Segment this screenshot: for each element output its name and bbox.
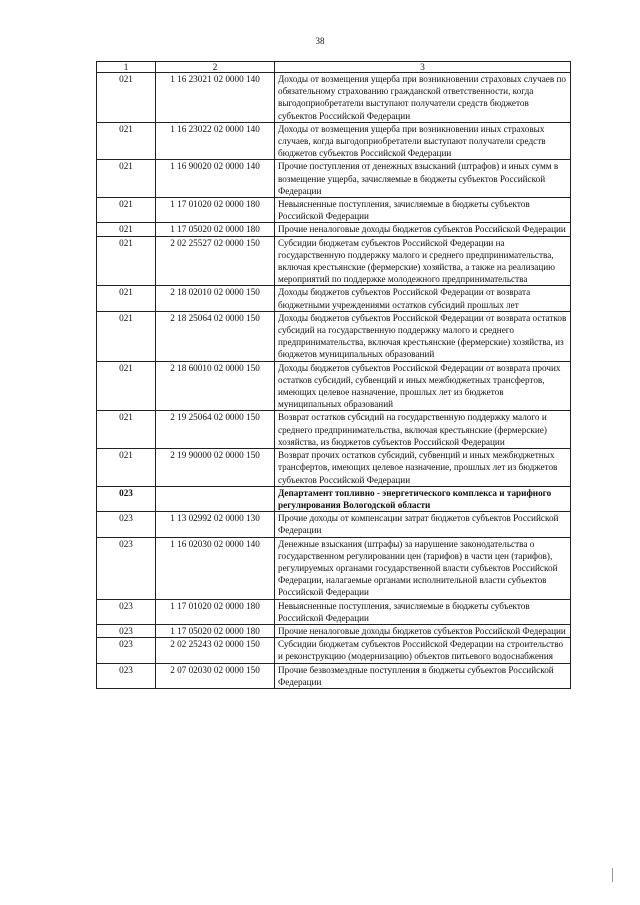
admin-code-cell: 021 xyxy=(97,73,156,123)
budget-code-cell: 1 17 05020 02 0000 180 xyxy=(156,223,275,236)
description-cell: Доходы от возмещения ущерба при возникновении иных страховых случаев, когда выгодоприобретатели выступают получатели средств бюджетов субъектов Российской Федерации xyxy=(275,122,571,160)
description-cell: Возврат остатков субсидий на государственную поддержку малого и среднего предпринимательства, включая крестьянские (фермерские) хозяйства, из бюджетов субъектов Российской Федерации xyxy=(275,411,571,449)
description-cell: Денежные взыскания (штрафы) за нарушение законодательства о государственном регулировании цен (тарифов) в части цен (тарифов), регулируемых органами государственной власти субъектов Российской Федерации, налагаемые органами исполнительной власти субъектов Российской Федерации xyxy=(275,537,571,599)
budget-code-cell: 2 18 25064 02 0000 150 xyxy=(156,311,275,361)
description-cell: Прочие доходы от компенсации затрат бюджетов субъектов Российской Федерации xyxy=(275,512,571,537)
table-row xyxy=(97,663,571,688)
page-number: 38 xyxy=(315,36,325,46)
budget-code-cell: 1 16 02030 02 0000 140 xyxy=(156,537,275,599)
table-row xyxy=(97,223,571,236)
table-row xyxy=(97,537,571,599)
budget-code-cell: 1 16 23022 02 0000 140 xyxy=(156,122,275,160)
admin-code-cell: 021 xyxy=(97,122,156,160)
scan-mark xyxy=(612,868,613,882)
description-cell: Прочие неналоговые доходы бюджетов субъектов Российской Федерации xyxy=(275,624,571,637)
budget-code-cell: 1 16 23021 02 0000 140 xyxy=(156,73,275,123)
admin-code-cell: 023 xyxy=(97,512,156,537)
table-row xyxy=(97,236,571,286)
budget-code-cell: 2 18 60010 02 0000 150 xyxy=(156,361,275,411)
header-col-3: 3 xyxy=(275,62,571,73)
admin-code-cell: 023 xyxy=(97,537,156,599)
table-row xyxy=(97,449,571,487)
budget-code-cell: 2 19 90000 02 0000 150 xyxy=(156,449,275,487)
admin-code-cell: 021 xyxy=(97,361,156,411)
budget-code-cell: 2 18 02010 02 0000 150 xyxy=(156,286,275,311)
description-cell: Субсидии бюджетам субъектов Российской Федерации на государственную поддержку малого и среднего предпринимательства, включая крестьянские (фермерские) хозяйства, а также на реализацию мероприятий по поддержке молодежного предпринимательства xyxy=(275,236,571,286)
admin-code-cell: 021 xyxy=(97,311,156,361)
admin-code-cell: 023 xyxy=(97,638,156,663)
table-row xyxy=(97,638,571,663)
table-row xyxy=(97,599,571,624)
description-cell: Прочие безвозмездные поступления в бюджеты субъектов Российской Федерации xyxy=(275,663,571,688)
table-row xyxy=(97,73,571,123)
admin-code-cell: 023 xyxy=(97,624,156,637)
budget-code-cell: 1 13 02992 02 0000 130 xyxy=(156,512,275,537)
table-row xyxy=(97,311,571,361)
table-row xyxy=(97,512,571,537)
admin-code-cell: 021 xyxy=(97,160,156,198)
description-cell: Невыясненные поступления, зачисляемые в бюджеты субъектов Российской Федерации xyxy=(275,198,571,223)
header-col-1: 1 xyxy=(97,62,156,73)
budget-code-cell xyxy=(156,486,275,511)
description-cell: Доходы бюджетов субъектов Российской Федерации от возврата остатков субсидий на государственную поддержку малого и среднего предпринимательства, включая крестьянские (фермерские) хозяйства, из бюджетов муниципальных образований xyxy=(275,311,571,361)
table-row xyxy=(97,361,571,411)
table-row xyxy=(97,160,571,198)
description-cell: Департамент топливно - энергетического комплекса и тарифного регулирования Вологодской области xyxy=(275,486,571,511)
table-row xyxy=(97,411,571,449)
admin-code-cell: 021 xyxy=(97,223,156,236)
admin-code-cell: 023 xyxy=(97,486,156,511)
budget-code-cell: 2 07 02030 02 0000 150 xyxy=(156,663,275,688)
table-row xyxy=(97,198,571,223)
table-row xyxy=(97,624,571,637)
description-cell: Возврат прочих остатков субсидий, субвенций и иных межбюджетных трансфертов, имеющих целевое назначение, прошлых лет из бюджетов субъектов Российской Федерации xyxy=(275,449,571,487)
description-cell: Невыясненные поступления, зачисляемые в бюджеты субъектов Российской Федерации xyxy=(275,599,571,624)
revenue-codes-table xyxy=(96,61,571,689)
header-col-2: 2 xyxy=(156,62,275,73)
description-cell: Прочие неналоговые доходы бюджетов субъектов Российской Федерации xyxy=(275,223,571,236)
description-cell: Доходы бюджетов субъектов Российской Федерации от возврата бюджетными учреждениями остатков субсидий прошлых лет xyxy=(275,286,571,311)
budget-code-cell: 2 19 25064 02 0000 150 xyxy=(156,411,275,449)
table-header-row xyxy=(97,62,571,73)
description-cell: Доходы бюджетов субъектов Российской Федерации от возврата прочих остатков субсидий, субвенций и иных межбюджетных трансфертов, имеющих целевое назначение, прошлых лет из бюджетов муниципальных образований xyxy=(275,361,571,411)
admin-code-cell: 021 xyxy=(97,198,156,223)
admin-code-cell: 023 xyxy=(97,599,156,624)
admin-code-cell: 021 xyxy=(97,236,156,286)
budget-code-cell: 2 02 25243 02 0000 150 xyxy=(156,638,275,663)
admin-code-cell: 021 xyxy=(97,449,156,487)
table-row xyxy=(97,122,571,160)
budget-code-cell: 2 02 25527 02 0000 150 xyxy=(156,236,275,286)
table-section-row xyxy=(97,486,571,511)
budget-code-cell: 1 17 01020 02 0000 180 xyxy=(156,198,275,223)
table-row xyxy=(97,286,571,311)
description-cell: Доходы от возмещения ущерба при возникновении страховых случаев по обязательному страхованию гражданской ответственности, когда выгодоприобретатели выступают получатели средств бюджетов субъектов Российской Федерации xyxy=(275,73,571,123)
budget-code-cell: 1 16 90020 02 0000 140 xyxy=(156,160,275,198)
admin-code-cell: 023 xyxy=(97,663,156,688)
admin-code-cell: 021 xyxy=(97,411,156,449)
budget-code-cell: 1 17 01020 02 0000 180 xyxy=(156,599,275,624)
budget-code-cell: 1 17 05020 02 0000 180 xyxy=(156,624,275,637)
description-cell: Прочие поступления от денежных взысканий (штрафов) и иных сумм в возмещение ущерба, зачисляемые в бюджеты субъектов Российской Федерации xyxy=(275,160,571,198)
description-cell: Субсидии бюджетам субъектов Российской Федерации на строительство и реконструкцию (модернизацию) объектов питьевого водоснабжения xyxy=(275,638,571,663)
admin-code-cell: 021 xyxy=(97,286,156,311)
